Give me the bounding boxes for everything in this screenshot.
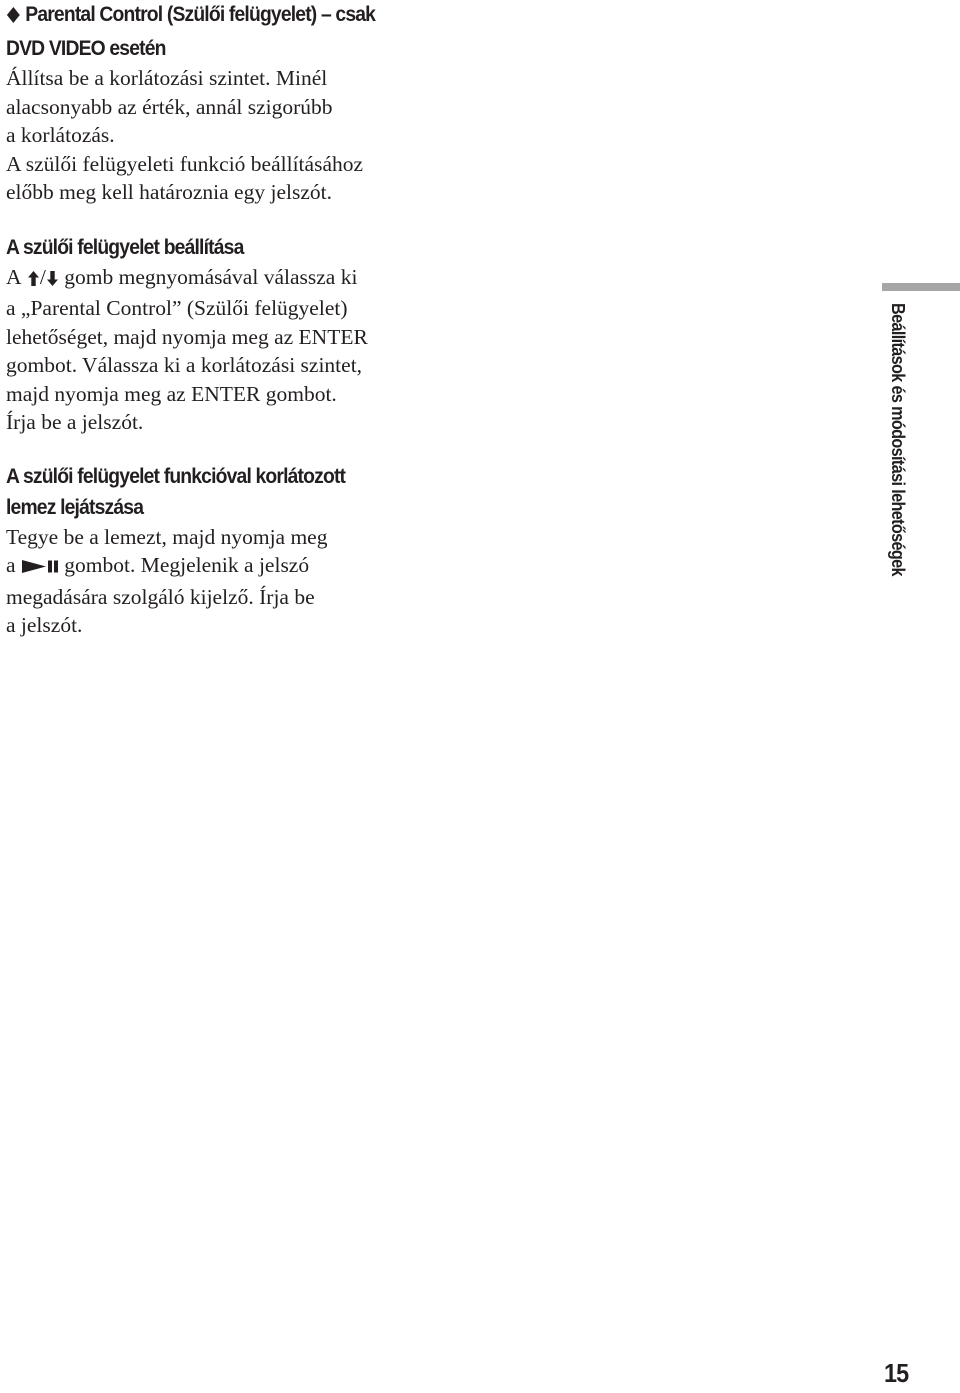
body-line [6,263,476,295]
side-tab-bar [882,283,960,291]
body-line: megadására szolgáló kijelző. Írja be [6,584,315,609]
section-heading [6,461,438,523]
body-line: Állítsa be a korlátozási szintet. Minél [6,66,328,90]
body-line: Tegye be a lemezt, majd nyomja meg [6,524,328,549]
up-arrow-icon [27,266,40,295]
section-playback [6,461,476,640]
section-heading [6,0,438,64]
body-text-fragment: a [6,553,16,577]
section-body [6,523,476,640]
body-line: alacsonyabb az érték, annál szigorúbb [6,94,333,119]
heading-line: DVD VIDEO esetén [6,37,166,60]
heading-line: A szülői felügyelet beállítása [6,235,244,259]
heading-line [6,0,438,33]
body-line: gombot. Válassza ki a korlátozási szintet, [6,353,363,377]
heading-line: lemez lejátszása [6,495,144,519]
side-tab-label: Beállítások és módosítási lehetőségek [888,303,908,576]
body-line [6,551,476,583]
down-arrow-icon [46,266,59,295]
body-line: a jelszót. [6,613,83,637]
body-line: a korlátozás. [6,123,115,147]
diamond-bullet-icon [6,2,21,33]
body-line: lehetőséget, majd nyomja meg az ENTER [6,324,368,349]
body-text-fragment: A [6,264,22,289]
page-number: 15 [884,1358,909,1388]
slash-separator: / [39,264,46,289]
body-line: Írja be a jelszót. [6,410,144,434]
play-pause-icon [21,554,59,583]
body-text-fragment: gomb megnyomásával válassza ki [64,264,358,289]
heading-line: A szülői felügyelet funkcióval korlátozott [6,464,346,488]
section-body [6,263,476,437]
section-heading [6,232,438,263]
heading-text: Parental Control (Szülői felügyelet) – csak [25,3,376,26]
section-parental-control [6,0,476,207]
section-setup [6,232,476,437]
body-line: a „Parental Control” (Szülői felügyelet) [6,296,348,320]
body-text-fragment: gombot. Megjelenik a jelszó [64,553,310,577]
page-content [6,0,476,640]
section-body [6,64,476,207]
body-line: A szülői felügyeleti funkció beállításához [6,151,364,176]
body-line: majd nyomja meg az ENTER gombot. [6,381,337,406]
body-line: előbb meg kell határoznia egy jelszót. [6,180,332,204]
side-tab-label-container [886,303,916,608]
